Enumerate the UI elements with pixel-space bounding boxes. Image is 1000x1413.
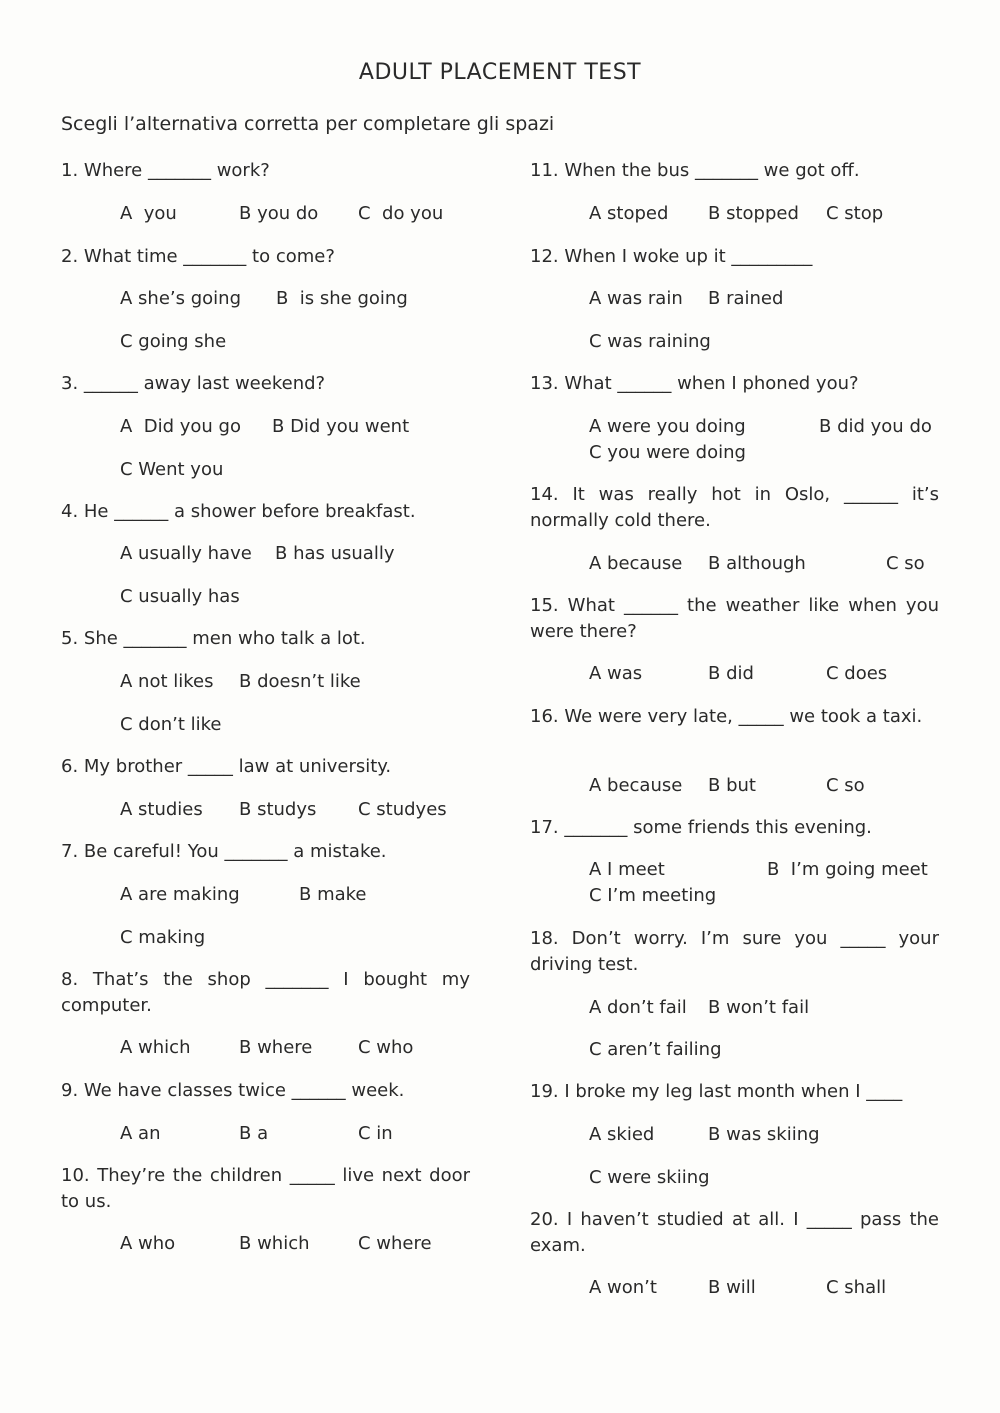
q3-option-c[interactable]: C Went you: [120, 459, 224, 480]
q2-option-b[interactable]: B is she going: [276, 288, 408, 309]
q4-option-b[interactable]: B has usually: [275, 543, 395, 564]
page-title: ADULT PLACEMENT TEST: [358, 60, 642, 85]
q11-option-b[interactable]: B stopped: [708, 203, 799, 224]
question-17: 17. _______ some friends this evening.: [530, 817, 872, 838]
q15-option-a[interactable]: A was: [589, 663, 643, 684]
q18-option-b[interactable]: B won’t fail: [708, 997, 810, 1018]
question-12: 12. When I woke up it _________: [530, 246, 813, 267]
q18-option-a[interactable]: A don’t fail: [589, 997, 687, 1018]
q15-option-c[interactable]: C does: [826, 663, 888, 684]
q17-option-c[interactable]: C I’m meeting: [589, 885, 717, 906]
q16-option-b[interactable]: B but: [708, 775, 756, 796]
q8-option-b[interactable]: B where: [239, 1037, 313, 1058]
q18-option-c[interactable]: C aren’t failing: [589, 1039, 722, 1060]
q13-option-a[interactable]: A were you doing: [589, 416, 746, 437]
q10-option-a[interactable]: A who: [120, 1233, 176, 1254]
question-16: 16. We were very late, _____ we took a taxi.: [530, 706, 923, 727]
q4-option-c[interactable]: C usually has: [120, 586, 240, 607]
q17-option-a[interactable]: A I meet: [589, 859, 665, 880]
q17-option-b[interactable]: B I’m going meet: [767, 859, 928, 880]
q7-option-a[interactable]: A are making: [120, 884, 240, 905]
q16-option-a[interactable]: A because: [589, 775, 683, 796]
question-9: 9. We have classes twice ______ week.: [61, 1080, 405, 1101]
question-6: 6. My brother _____ law at university.: [61, 756, 392, 777]
q16-option-c[interactable]: C so: [826, 775, 865, 796]
q14-option-c[interactable]: C so: [886, 553, 925, 574]
instructions: Scegli l’alternativa corretta per completare gli spazi: [61, 113, 555, 135]
q10-option-c[interactable]: C where: [358, 1233, 432, 1254]
q10-option-b[interactable]: B which: [239, 1233, 310, 1254]
q3-option-b[interactable]: B Did you went: [272, 416, 410, 437]
q12-option-a[interactable]: A was rain: [589, 288, 683, 309]
q1-option-a[interactable]: A you: [120, 203, 177, 224]
q11-option-a[interactable]: A stoped: [589, 203, 669, 224]
q6-option-b[interactable]: B studys: [239, 799, 317, 820]
q4-option-a[interactable]: A usually have: [120, 543, 252, 564]
q6-option-a[interactable]: A studies: [120, 799, 203, 820]
q12-option-c[interactable]: C was raining: [589, 331, 711, 352]
q9-option-a[interactable]: A an: [120, 1123, 161, 1144]
question-5: 5. She _______ men who talk a lot.: [61, 628, 366, 649]
q3-option-a[interactable]: A Did you go: [120, 416, 241, 437]
q8-option-a[interactable]: A which: [120, 1037, 191, 1058]
question-15: 15. What ______ the weather like when you were there?: [530, 595, 939, 642]
q2-option-c[interactable]: C going she: [120, 331, 227, 352]
question-13: 13. What ______ when I phoned you?: [530, 373, 859, 394]
q1-option-b[interactable]: B you do: [239, 203, 319, 224]
question-3: 3. ______ away last weekend?: [61, 373, 326, 394]
question-11: 11. When the bus _______ we got off.: [530, 160, 860, 181]
q12-option-b[interactable]: B rained: [708, 288, 784, 309]
question-8: 8. That’s the shop _______ I bought my computer.: [61, 969, 470, 1016]
question-19: 19. I broke my leg last month when I ____: [530, 1081, 903, 1102]
question-20: 20. I haven’t studied at all. I _____ pass the exam.: [530, 1209, 939, 1256]
q7-option-b[interactable]: B make: [299, 884, 367, 905]
q1-option-c[interactable]: C do you: [358, 203, 444, 224]
q20-option-b[interactable]: B will: [708, 1277, 756, 1298]
q15-option-b[interactable]: B did: [708, 663, 754, 684]
q19-option-b[interactable]: B was skiing: [708, 1124, 820, 1145]
q14-option-a[interactable]: A because: [589, 553, 683, 574]
q20-option-a[interactable]: A won’t: [589, 1277, 657, 1298]
question-10: 10. They’re the children _____ live next door to us.: [61, 1165, 470, 1212]
q6-option-c[interactable]: C studyes: [358, 799, 447, 820]
q9-option-b[interactable]: B a: [239, 1123, 269, 1144]
question-1: 1. Where _______ work?: [61, 160, 270, 181]
q9-option-c[interactable]: C in: [358, 1123, 393, 1144]
q13-option-c[interactable]: C you were doing: [589, 442, 746, 463]
question-14: 14. It was really hot in Oslo, ______ it’s normally cold there.: [530, 484, 939, 531]
question-2: 2. What time _______ to come?: [61, 246, 335, 267]
question-18: 18. Don’t worry. I’m sure you _____ your driving test.: [530, 928, 939, 975]
q14-option-b[interactable]: B although: [708, 553, 806, 574]
q8-option-c[interactable]: C who: [358, 1037, 414, 1058]
q19-option-c[interactable]: C were skiing: [589, 1167, 710, 1188]
q20-option-c[interactable]: C shall: [826, 1277, 887, 1298]
q19-option-a[interactable]: A skied: [589, 1124, 655, 1145]
question-7: 7. Be careful! You _______ a mistake.: [61, 841, 387, 862]
q7-option-c[interactable]: C making: [120, 927, 206, 948]
q2-option-a[interactable]: A she’s going: [120, 288, 241, 309]
q5-option-c[interactable]: C don’t like: [120, 714, 222, 735]
q11-option-c[interactable]: C stop: [826, 203, 884, 224]
q13-option-b[interactable]: B did you do: [819, 416, 932, 437]
q5-option-a[interactable]: A not likes: [120, 671, 214, 692]
q5-option-b[interactable]: B doesn’t like: [239, 671, 361, 692]
question-4: 4. He ______ a shower before breakfast.: [61, 501, 416, 522]
